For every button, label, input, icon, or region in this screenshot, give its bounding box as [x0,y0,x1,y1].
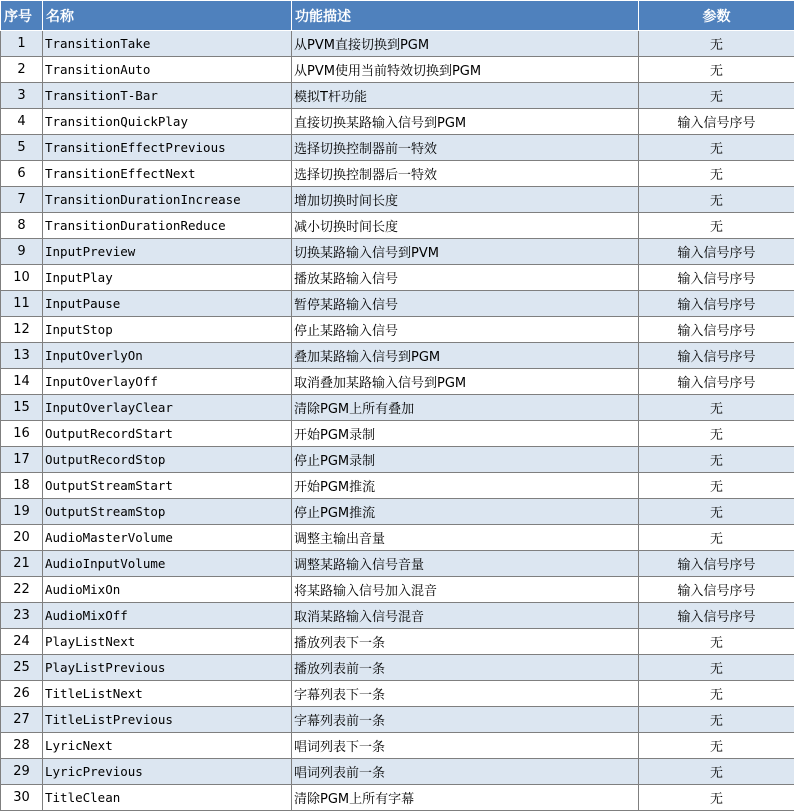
table-row [1,135,794,161]
row-description-cell: 停止某路输入信号 [292,317,639,343]
row-description-cell: 取消叠加某路输入信号到PGM [292,369,639,395]
row-description-cell: 播放列表下一条 [292,629,639,655]
row-name-cell: InputPlay [43,265,292,291]
row-description-cell: 唱词列表前一条 [292,759,639,785]
row-param-cell: 无 [639,785,794,811]
table-row [1,577,794,603]
row-param-cell: 无 [639,473,794,499]
row-name-cell: AudioInputVolume [43,551,292,577]
table-row [1,447,794,473]
row-description-cell: 从PVM使用当前特效切换到PGM [292,57,639,83]
row-description-cell: 开始PGM录制 [292,421,639,447]
row-name-cell: TransitionEffectNext [43,161,292,187]
table-row [1,681,794,707]
row-description-cell: 播放列表前一条 [292,655,639,681]
row-param-cell: 无 [639,629,794,655]
row-name-cell: TitleListPrevious [43,707,292,733]
row-name-cell: AudioMasterVolume [43,525,292,551]
row-index-cell: 26 [1,681,43,707]
table-row [1,655,794,681]
row-description-cell: 选择切换控制器后一特效 [292,161,639,187]
row-index-cell: 25 [1,655,43,681]
row-param-cell: 输入信号序号 [639,603,794,629]
header-param: 参数 [639,1,794,31]
row-name-cell: TitleClean [43,785,292,811]
row-index-cell: 17 [1,447,43,473]
row-description-cell: 停止PGM推流 [292,499,639,525]
row-index-cell: 21 [1,551,43,577]
row-name-cell: InputOverlyOn [43,343,292,369]
row-name-cell: TransitionDurationReduce [43,213,292,239]
header-description: 功能描述 [292,1,639,31]
row-param-cell: 输入信号序号 [639,109,794,135]
table-row [1,187,794,213]
row-index-cell: 10 [1,265,43,291]
row-name-cell: TransitionEffectPrevious [43,135,292,161]
row-param-cell: 无 [639,499,794,525]
row-description-cell: 减小切换时间长度 [292,213,639,239]
table-row [1,317,794,343]
row-index-cell: 5 [1,135,43,161]
row-name-cell: OutputStreamStop [43,499,292,525]
row-name-cell: TransitionT-Bar [43,83,292,109]
table-row [1,421,794,447]
table-row [1,551,794,577]
table-row [1,603,794,629]
table-header [1,1,794,31]
row-name-cell: InputPreview [43,239,292,265]
row-description-cell: 选择切换控制器前一特效 [292,135,639,161]
row-index-cell: 27 [1,707,43,733]
row-index-cell: 8 [1,213,43,239]
row-description-cell: 清除PGM上所有字幕 [292,785,639,811]
row-index-cell: 15 [1,395,43,421]
row-index-cell: 29 [1,759,43,785]
row-description-cell: 唱词列表下一条 [292,733,639,759]
row-name-cell: AudioMixOn [43,577,292,603]
row-param-cell: 无 [639,733,794,759]
row-param-cell: 无 [639,707,794,733]
row-name-cell: LyricNext [43,733,292,759]
row-param-cell: 输入信号序号 [639,239,794,265]
row-param-cell: 无 [639,655,794,681]
row-index-cell: 19 [1,499,43,525]
row-description-cell: 直接切换某路输入信号到PGM [292,109,639,135]
table-row [1,161,794,187]
row-name-cell: TransitionDurationIncrease [43,187,292,213]
row-index-cell: 6 [1,161,43,187]
row-index-cell: 12 [1,317,43,343]
row-name-cell: OutputStreamStart [43,473,292,499]
row-name-cell: LyricPrevious [43,759,292,785]
row-param-cell: 无 [639,759,794,785]
row-description-cell: 叠加某路输入信号到PGM [292,343,639,369]
row-description-cell: 调整主输出音量 [292,525,639,551]
row-description-cell: 将某路输入信号加入混音 [292,577,639,603]
header-name: 名称 [43,1,292,31]
row-description-cell: 调整某路输入信号音量 [292,551,639,577]
row-index-cell: 13 [1,343,43,369]
row-name-cell: InputPause [43,291,292,317]
table-row [1,369,794,395]
row-param-cell: 输入信号序号 [639,343,794,369]
row-index-cell: 9 [1,239,43,265]
table-row [1,785,794,811]
row-param-cell: 输入信号序号 [639,577,794,603]
table-row [1,395,794,421]
table-row [1,31,794,57]
row-description-cell: 开始PGM推流 [292,473,639,499]
table-row [1,343,794,369]
table-row [1,109,794,135]
row-index-cell: 2 [1,57,43,83]
header-row [1,1,794,31]
row-description-cell: 停止PGM录制 [292,447,639,473]
row-param-cell: 无 [639,135,794,161]
table-row [1,707,794,733]
row-description-cell: 取消某路输入信号混音 [292,603,639,629]
header-index: 序号 [1,1,43,31]
row-name-cell: InputStop [43,317,292,343]
table-row [1,499,794,525]
row-name-cell: OutputRecordStart [43,421,292,447]
table-row [1,629,794,655]
table-row [1,239,794,265]
row-index-cell: 14 [1,369,43,395]
row-name-cell: TransitionQuickPlay [43,109,292,135]
table-body [1,31,794,811]
row-param-cell: 输入信号序号 [639,551,794,577]
row-description-cell: 字幕列表前一条 [292,707,639,733]
row-description-cell: 清除PGM上所有叠加 [292,395,639,421]
table-row [1,83,794,109]
row-index-cell: 11 [1,291,43,317]
row-name-cell: InputOverlayOff [43,369,292,395]
row-name-cell: TransitionAuto [43,57,292,83]
row-name-cell: OutputRecordStop [43,447,292,473]
row-index-cell: 16 [1,421,43,447]
row-param-cell: 无 [639,213,794,239]
row-index-cell: 30 [1,785,43,811]
row-description-cell: 模拟T杆功能 [292,83,639,109]
row-description-cell: 暂停某路输入信号 [292,291,639,317]
table-row [1,473,794,499]
row-param-cell: 输入信号序号 [639,265,794,291]
row-index-cell: 3 [1,83,43,109]
row-description-cell: 增加切换时间长度 [292,187,639,213]
row-param-cell: 无 [639,83,794,109]
row-index-cell: 22 [1,577,43,603]
row-param-cell: 无 [639,681,794,707]
row-index-cell: 28 [1,733,43,759]
row-index-cell: 4 [1,109,43,135]
row-index-cell: 18 [1,473,43,499]
table-row [1,213,794,239]
row-param-cell: 无 [639,161,794,187]
row-description-cell: 播放某路输入信号 [292,265,639,291]
row-param-cell: 无 [639,447,794,473]
row-index-cell: 23 [1,603,43,629]
row-index-cell: 24 [1,629,43,655]
row-description-cell: 从PVM直接切换到PGM [292,31,639,57]
table-row [1,265,794,291]
row-name-cell: PlayListPrevious [43,655,292,681]
row-param-cell: 无 [639,525,794,551]
table-row [1,733,794,759]
row-description-cell: 切换某路输入信号到PVM [292,239,639,265]
row-description-cell: 字幕列表下一条 [292,681,639,707]
row-param-cell: 输入信号序号 [639,317,794,343]
table-row [1,291,794,317]
row-name-cell: AudioMixOff [43,603,292,629]
row-index-cell: 1 [1,31,43,57]
row-name-cell: TitleListNext [43,681,292,707]
row-param-cell: 输入信号序号 [639,369,794,395]
row-index-cell: 7 [1,187,43,213]
row-name-cell: PlayListNext [43,629,292,655]
row-param-cell: 输入信号序号 [639,291,794,317]
table-row [1,759,794,785]
row-param-cell: 无 [639,395,794,421]
row-param-cell: 无 [639,57,794,83]
row-name-cell: TransitionTake [43,31,292,57]
row-index-cell: 20 [1,525,43,551]
table-row [1,57,794,83]
row-param-cell: 无 [639,187,794,213]
row-param-cell: 无 [639,31,794,57]
row-name-cell: InputOverlayClear [43,395,292,421]
table-row [1,525,794,551]
row-param-cell: 无 [639,421,794,447]
